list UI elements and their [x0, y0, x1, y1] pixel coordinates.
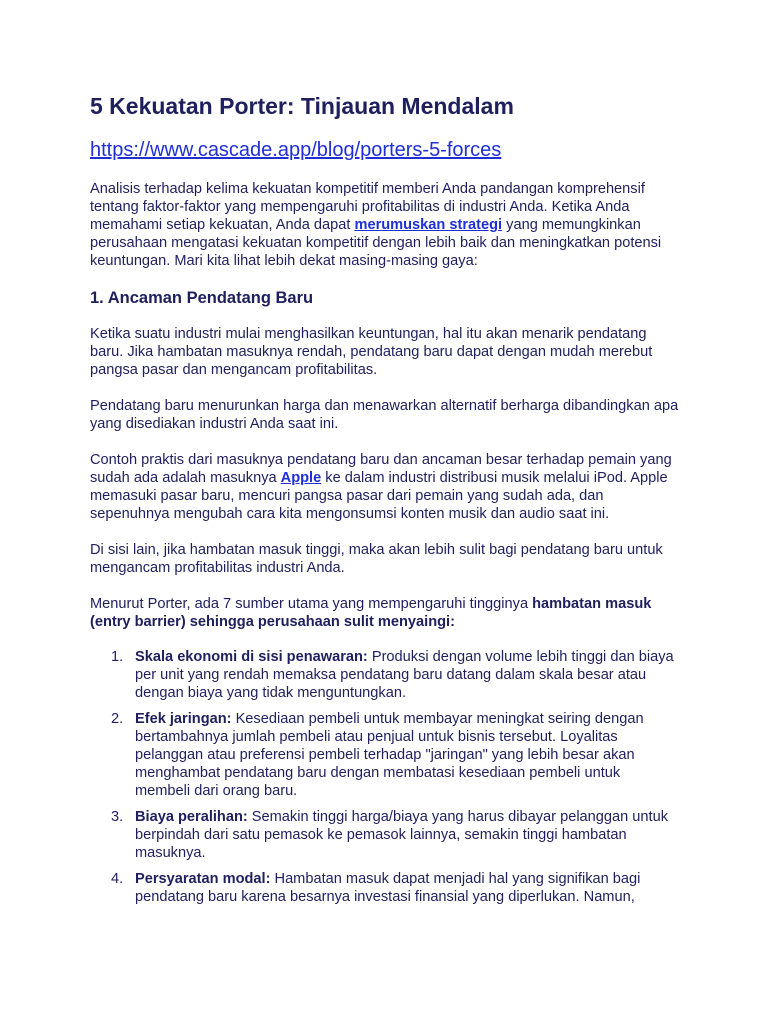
list-term: Biaya peralihan: — [135, 809, 248, 825]
list-number: 4. — [111, 871, 124, 887]
paragraph-5-text: Menurut Porter, ada 7 sumber utama yang mempengaruhi tingginya — [90, 596, 533, 612]
intro-paragraph — [90, 180, 680, 270]
paragraph-5 — [90, 595, 680, 631]
list-text: Hambatan masuk dapat menjadi hal yang signifikan bagi pendatang baru karena besarnya investasi finansial yang diperlukan. Namun, — [135, 871, 641, 905]
paragraph-3-text-after: ke dalam industri distribusi musik melalui iPod. Apple memasuki pasar baru, mencuri pangsa pasar dari pemain yang sudah ada, dan sepenuhnya mengubah cara kita mengonsumsi konten musik dan audio saat ini. — [90, 470, 668, 522]
page-title: 5 Kekuatan Porter: Tinjauan Mendalam — [90, 93, 514, 119]
list-text: Produksi dengan volume lebih tinggi dan biaya per unit yang rendah memaksa pendatang baru datang dalam skala besar atau dengan biaya yang tidak menguntungkan. — [135, 649, 674, 701]
list-item — [111, 870, 675, 906]
intro-text-before: Analisis terhadap kelima kekuatan kompetitif memberi Anda pandangan komprehensif tentang faktor-faktor yang mempengaruhi profitabilitas di industri Anda. Ketika Anda memahami setiap kekuatan, Anda dapat — [90, 181, 645, 233]
strategy-link[interactable]: merumuskan strategi — [354, 217, 503, 233]
list-text: Kesediaan pembeli untuk membayar meningkat seiring dengan bertambahnya jumlah pembeli atau penjual untuk bisnis tersebut. Loyalitas pelanggan atau preferensi pembeli terhadap "jaringan" yang lebih besar akan menghambat pendatang baru dengan membatasi kesediaan pembeli untuk membeli dari orang baru. — [135, 711, 644, 799]
list-term: Skala ekonomi di sisi penawaran: — [135, 649, 368, 665]
section-heading: 1. Ancaman Pendatang Baru — [90, 289, 314, 307]
entry-barrier-list — [111, 648, 675, 914]
list-term: Persyaratan modal: — [135, 871, 271, 887]
paragraph-4: Di sisi lain, jika hambatan masuk tinggi, maka akan lebih sulit bagi pendatang baru untuk mengancam profitabilitas industri Anda. — [90, 542, 663, 576]
list-number: 3. — [111, 809, 124, 825]
paragraph-1: Ketika suatu industri mulai menghasilkan keuntungan, hal itu akan menarik pendatang baru. Jika hambatan masuknya rendah, pendatang baru dapat dengan mudah merebut pangsa pasar dan mengancam profitabilitas. — [90, 326, 653, 378]
list-item — [111, 710, 675, 800]
list-item — [111, 648, 675, 702]
list-number: 2. — [111, 711, 124, 727]
intro-text-after: yang memungkinkan perusahaan mengatasi kekuatan kompetitif dengan lebih baik dan meningkatkan potensi keuntungan. Mari kita lihat lebih dekat masing-masing gaya: — [90, 217, 662, 269]
paragraph-2: Pendatang baru menurunkan harga dan menawarkan alternatif berharga dibandingkan apa yang disediakan industri Anda saat ini. — [90, 398, 679, 432]
list-term: Efek jaringan: — [135, 711, 232, 727]
paragraph-5-bold: hambatan masuk (entry barrier) sehingga perusahaan sulit menyaingi: — [90, 596, 652, 630]
paragraph-3 — [90, 451, 680, 523]
source-url-link[interactable]: https://www.cascade.app/blog/porters-5-forces — [90, 139, 502, 161]
apple-link[interactable]: Apple — [280, 470, 322, 486]
list-item — [111, 808, 675, 862]
list-number: 1. — [111, 649, 124, 665]
list-text: Semakin tinggi harga/biaya yang harus dibayar pelanggan untuk berpindah dari satu pemasok ke pemasok lainnya, semakin tinggi hambatan masuknya. — [135, 809, 669, 861]
paragraph-3-text-before: Contoh praktis dari masuknya pendatang baru dan ancaman besar terhadap pemain yang sudah ada adalah masuknya — [90, 452, 672, 486]
